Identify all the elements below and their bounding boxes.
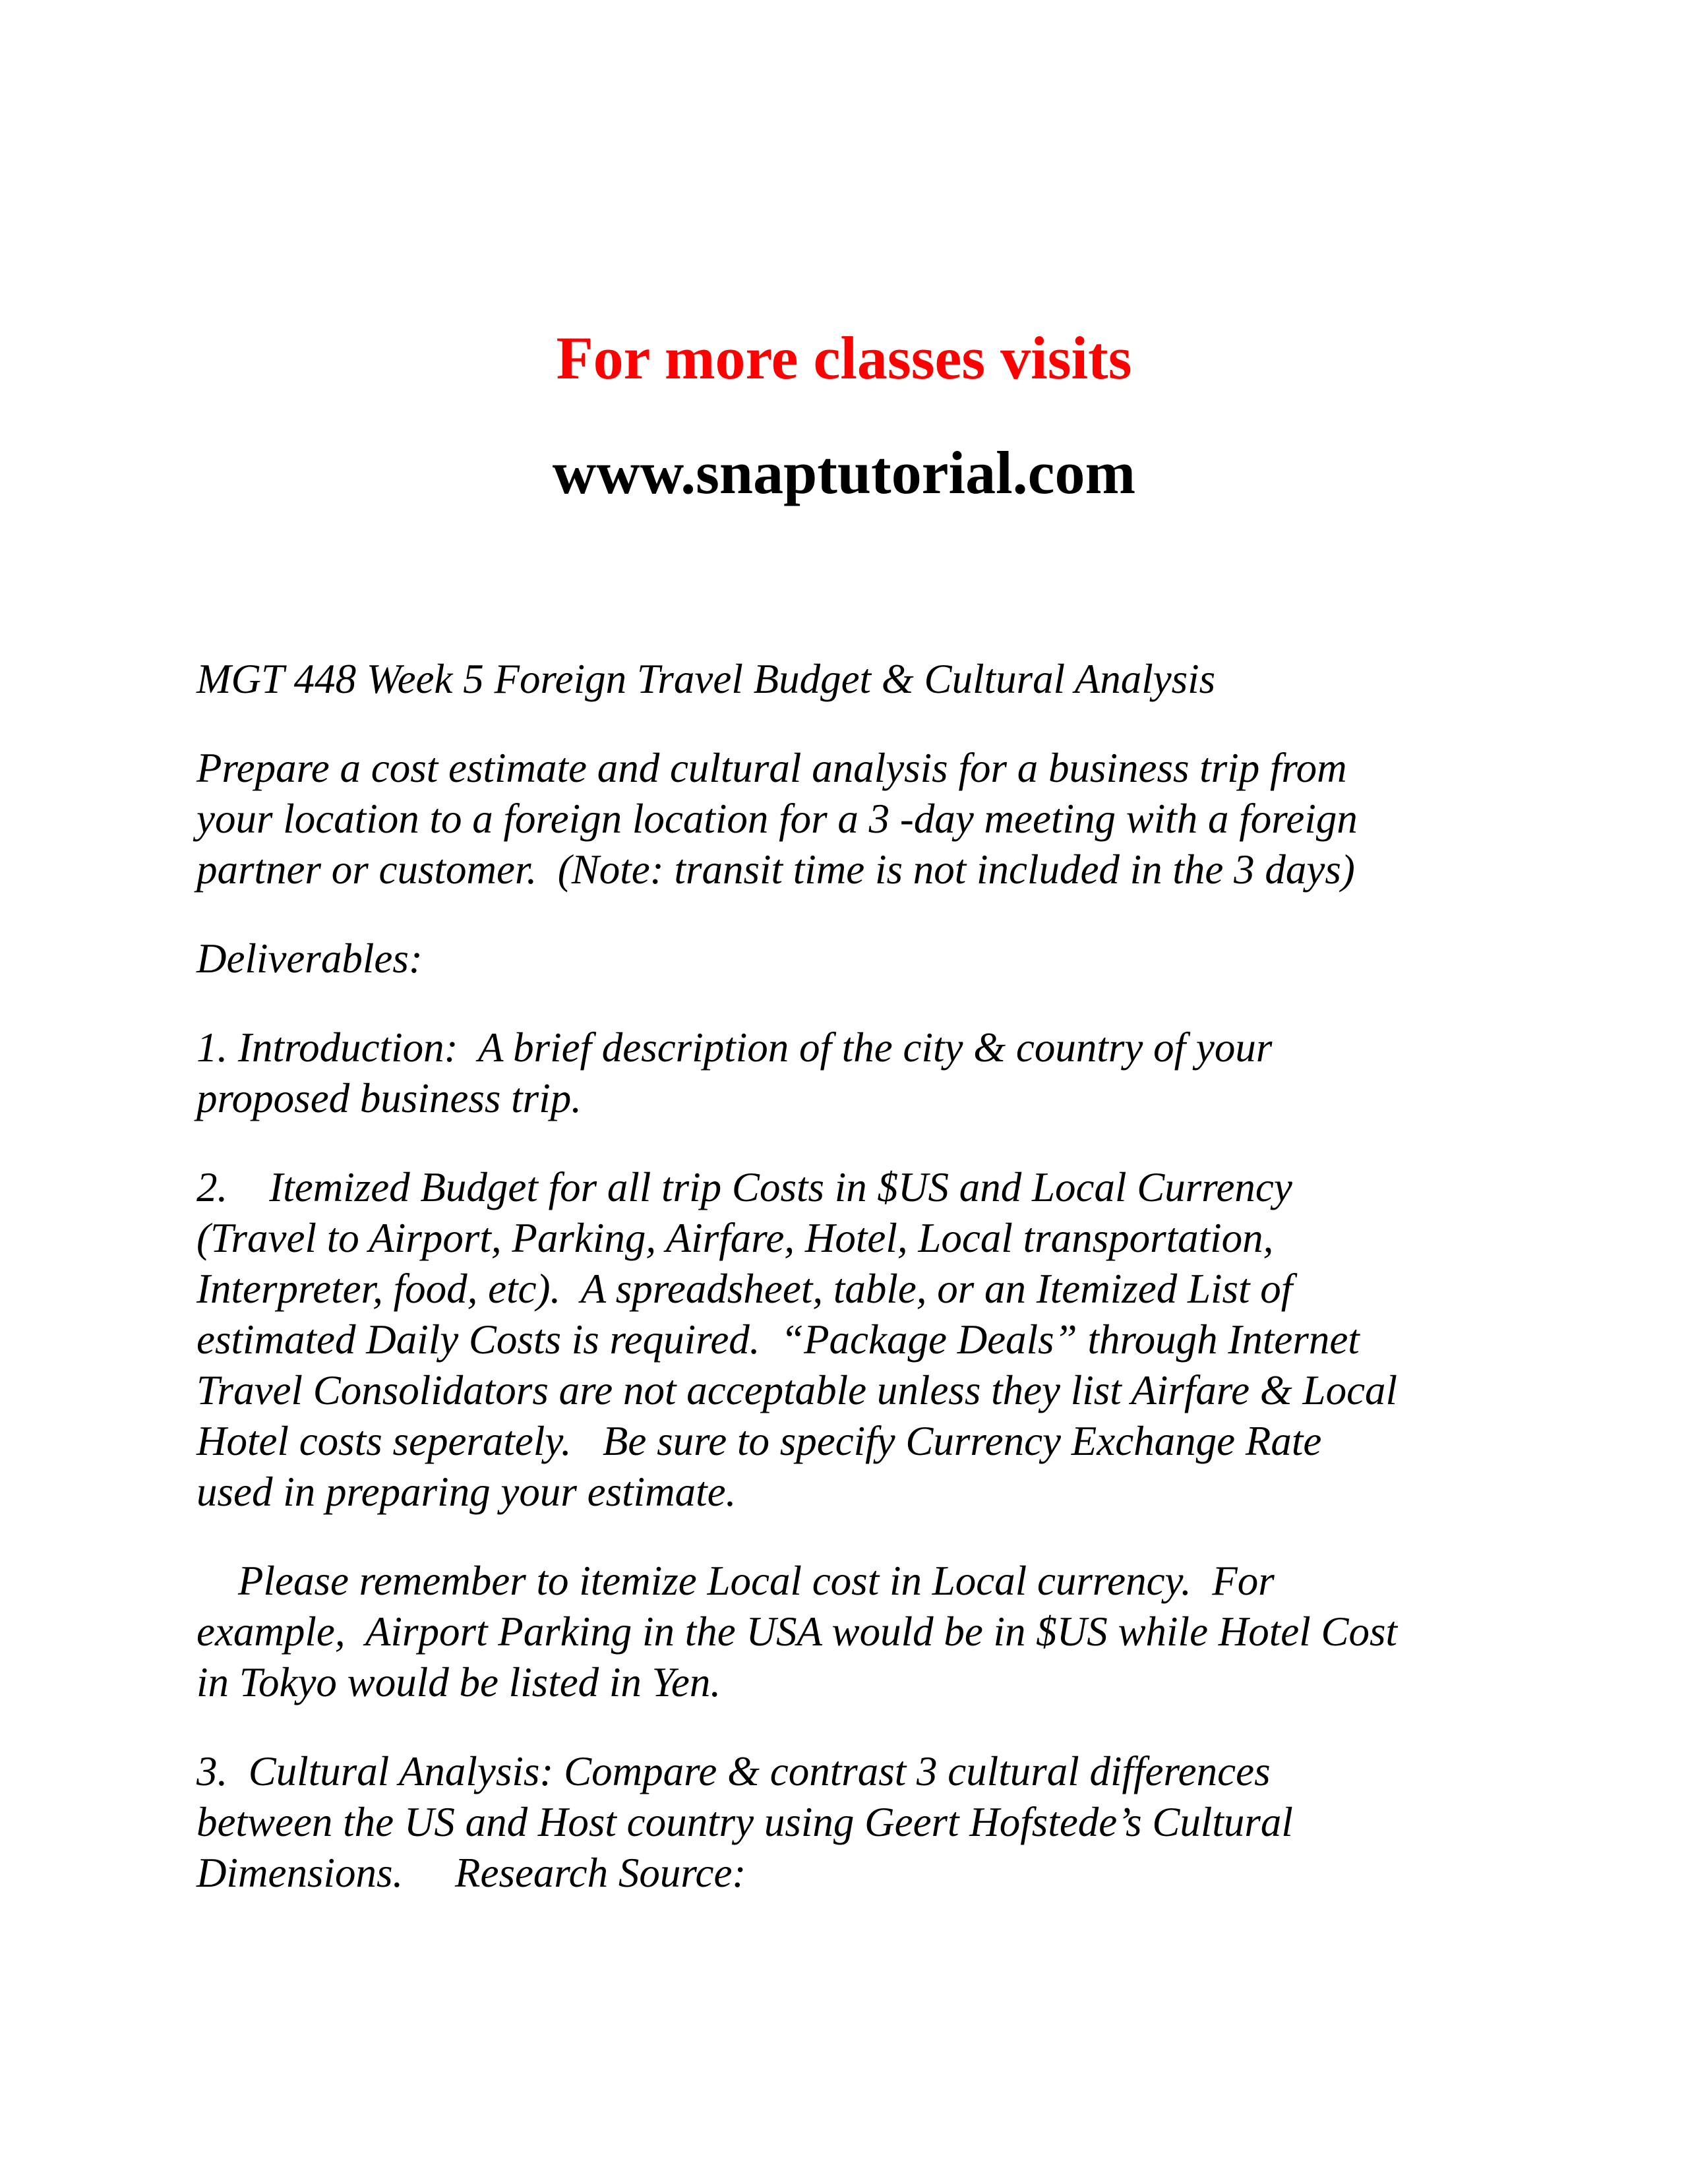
paragraph-line: 1. Introduction: A brief description of the city & country of your [196,1024,1273,1071]
paragraph-line: your location to a foreign location for a 3 -day meeting with a foreign [196,796,1358,842]
paragraph-line: Prepare a cost estimate and cultural analysis for a business trip from [196,745,1347,791]
paragraph-line: Interpreter, food, etc). A spreadsheet, table, or an Itemized List of [196,1266,1293,1312]
paragraph-line: between the US and Host country using Geert Hofstede’s Cultural [196,1799,1293,1845]
paragraph-line: Please remember to itemize Local cost in Local currency. For [196,1558,1275,1604]
deliverable-item-1 [196,1022,1515,1124]
document-body [196,654,1515,1937]
promo-heading: For more classes visits [556,324,1132,392]
paragraph-line: Hotel costs seperately. Be sure to specify Currency Exchange Rate [196,1418,1322,1464]
paragraph-line: example, Airport Parking in the USA would be in $US while Hotel Cost [196,1608,1398,1655]
deliverable-item-2-note [196,1556,1515,1708]
paragraph-line: 2. Itemized Budget for all trip Costs in $US and Local Currency [196,1164,1292,1210]
document-title [196,654,1515,705]
paragraph-line: (Travel to Airport, Parking, Airfare, Hotel, Local transportation, [196,1215,1274,1261]
paragraph-line: partner or customer. (Note: transit time is not included in the 3 days) [196,846,1355,893]
deliverable-item-2 [196,1162,1515,1518]
paragraph-line: Dimensions. Research Source: [196,1850,746,1896]
paragraph-line: used in preparing your estimate. [196,1469,737,1515]
site-url-heading: www.snaptutorial.com [552,439,1136,506]
paragraph-line: estimated Daily Costs is required. “Package Deals” through Internet [196,1316,1360,1363]
paragraph-line: 3. Cultural Analysis: Compare & contrast 3 cultural differences [196,1748,1271,1794]
paragraph-line: Travel Consolidators are not acceptable unless they list Airfare & Local [196,1367,1398,1413]
deliverable-item-3 [196,1746,1515,1899]
intro-paragraph [196,743,1515,895]
deliverables-heading [196,933,1515,984]
paragraph-line: in Tokyo would be listed in Yen. [196,1659,721,1705]
paragraph-line: proposed business trip. [196,1075,582,1121]
title-line: MGT 448 Week 5 Foreign Travel Budget & Cultural Analysis [196,656,1216,702]
heading-line: Deliverables: [196,935,423,982]
